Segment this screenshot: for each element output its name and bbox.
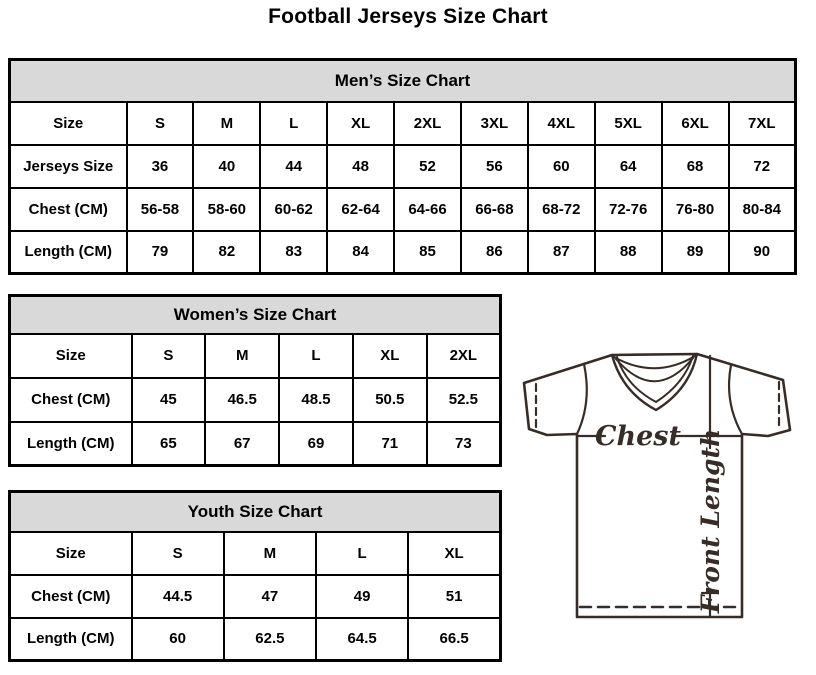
row-header-cell: Chest (CM)	[10, 378, 132, 422]
jersey-measurement-diagram-icon	[512, 340, 802, 630]
table-row	[10, 618, 501, 661]
size-value-cell: 46.5	[205, 378, 279, 422]
size-value-cell: 7XL	[729, 102, 796, 145]
size-value-cell: 69	[279, 422, 353, 466]
size-value-cell: 68	[662, 145, 729, 188]
table-row	[10, 575, 501, 618]
chest-label: Chest	[595, 421, 681, 452]
size-value-cell: 65	[132, 422, 206, 466]
size-value-cell: 80-84	[729, 188, 796, 231]
table-row	[10, 334, 501, 378]
size-value-cell: 48.5	[279, 378, 353, 422]
womens-table-title: Women’s Size Chart	[10, 296, 501, 334]
size-value-cell: 44	[260, 145, 327, 188]
row-header-cell: Chest (CM)	[10, 575, 132, 618]
table-row	[10, 102, 796, 145]
size-value-cell: 49	[316, 575, 408, 618]
size-value-cell: 85	[394, 231, 461, 274]
size-value-cell: 60-62	[260, 188, 327, 231]
size-value-cell: M	[224, 532, 316, 575]
size-value-cell: XL	[353, 334, 427, 378]
size-value-cell: 64	[595, 145, 662, 188]
size-value-cell: 72	[729, 145, 796, 188]
size-value-cell: 52	[394, 145, 461, 188]
size-value-cell: L	[279, 334, 353, 378]
size-value-cell: 52.5	[427, 378, 501, 422]
size-value-cell: XL	[408, 532, 500, 575]
size-value-cell: 90	[729, 231, 796, 274]
size-value-cell: 50.5	[353, 378, 427, 422]
size-value-cell: 60	[132, 618, 224, 661]
row-header-cell: Chest (CM)	[10, 188, 127, 231]
size-value-cell: 3XL	[461, 102, 528, 145]
size-value-cell: 68-72	[528, 188, 595, 231]
size-value-cell: 60	[528, 145, 595, 188]
size-value-cell: S	[132, 532, 224, 575]
row-header-cell: Size	[10, 532, 132, 575]
page-title: Football Jerseys Size Chart	[268, 5, 548, 28]
size-value-cell: 79	[127, 231, 194, 274]
size-value-cell: M	[205, 334, 279, 378]
jersey-outline-icon	[524, 354, 790, 617]
size-value-cell: 40	[193, 145, 260, 188]
size-value-cell: L	[260, 102, 327, 145]
table-title-row	[10, 60, 796, 102]
size-value-cell: 6XL	[662, 102, 729, 145]
size-value-cell: 36	[127, 145, 194, 188]
table-row	[10, 378, 501, 422]
size-value-cell: 56-58	[127, 188, 194, 231]
row-header-cell: Size	[10, 102, 127, 145]
size-value-cell: 58-60	[193, 188, 260, 231]
right-armhole-seam-icon	[729, 365, 742, 434]
table-row	[10, 231, 796, 274]
size-value-cell: 71	[353, 422, 427, 466]
table-row	[10, 422, 501, 466]
row-header-cell: Length (CM)	[10, 422, 132, 466]
row-header-cell: Length (CM)	[10, 618, 132, 661]
size-value-cell: 76-80	[662, 188, 729, 231]
size-value-cell: 48	[327, 145, 394, 188]
size-value-cell: S	[132, 334, 206, 378]
youth-table-title: Youth Size Chart	[10, 492, 501, 532]
row-header-cell: Length (CM)	[10, 231, 127, 274]
size-value-cell: 5XL	[595, 102, 662, 145]
mens-size-table	[8, 58, 797, 275]
size-value-cell: M	[193, 102, 260, 145]
size-value-cell: 73	[427, 422, 501, 466]
size-value-cell: 62-64	[327, 188, 394, 231]
size-value-cell: 47	[224, 575, 316, 618]
front-length-label: Front Length	[696, 428, 725, 614]
size-value-cell: 83	[260, 231, 327, 274]
size-value-cell: 44.5	[132, 575, 224, 618]
table-title-row	[10, 492, 501, 532]
collar-arc-icon	[614, 356, 695, 368]
size-value-cell: 87	[528, 231, 595, 274]
size-value-cell: 82	[193, 231, 260, 274]
size-value-cell: 4XL	[528, 102, 595, 145]
youth-size-table	[8, 490, 502, 662]
row-header-cell: Size	[10, 334, 132, 378]
left-armhole-seam-icon	[577, 364, 587, 434]
size-value-cell: 64-66	[394, 188, 461, 231]
size-value-cell: S	[127, 102, 194, 145]
size-value-cell: 45	[132, 378, 206, 422]
table-title-row	[10, 296, 501, 334]
size-value-cell: 51	[408, 575, 500, 618]
size-value-cell: 66-68	[461, 188, 528, 231]
size-value-cell: 67	[205, 422, 279, 466]
size-value-cell: 86	[461, 231, 528, 274]
size-value-cell: 66.5	[408, 618, 500, 661]
table-row	[10, 188, 796, 231]
size-value-cell: XL	[327, 102, 394, 145]
size-value-cell: 88	[595, 231, 662, 274]
table-row	[10, 145, 796, 188]
size-value-cell: 89	[662, 231, 729, 274]
table-row	[10, 532, 501, 575]
size-value-cell: 84	[327, 231, 394, 274]
womens-size-table	[8, 294, 502, 467]
size-value-cell: 72-76	[595, 188, 662, 231]
size-value-cell: 64.5	[316, 618, 408, 661]
size-value-cell: 2XL	[394, 102, 461, 145]
size-value-cell: 56	[461, 145, 528, 188]
row-header-cell: Jerseys Size	[10, 145, 127, 188]
size-value-cell: L	[316, 532, 408, 575]
size-value-cell: 2XL	[427, 334, 501, 378]
mens-table-title: Men’s Size Chart	[10, 60, 796, 102]
size-value-cell: 62.5	[224, 618, 316, 661]
